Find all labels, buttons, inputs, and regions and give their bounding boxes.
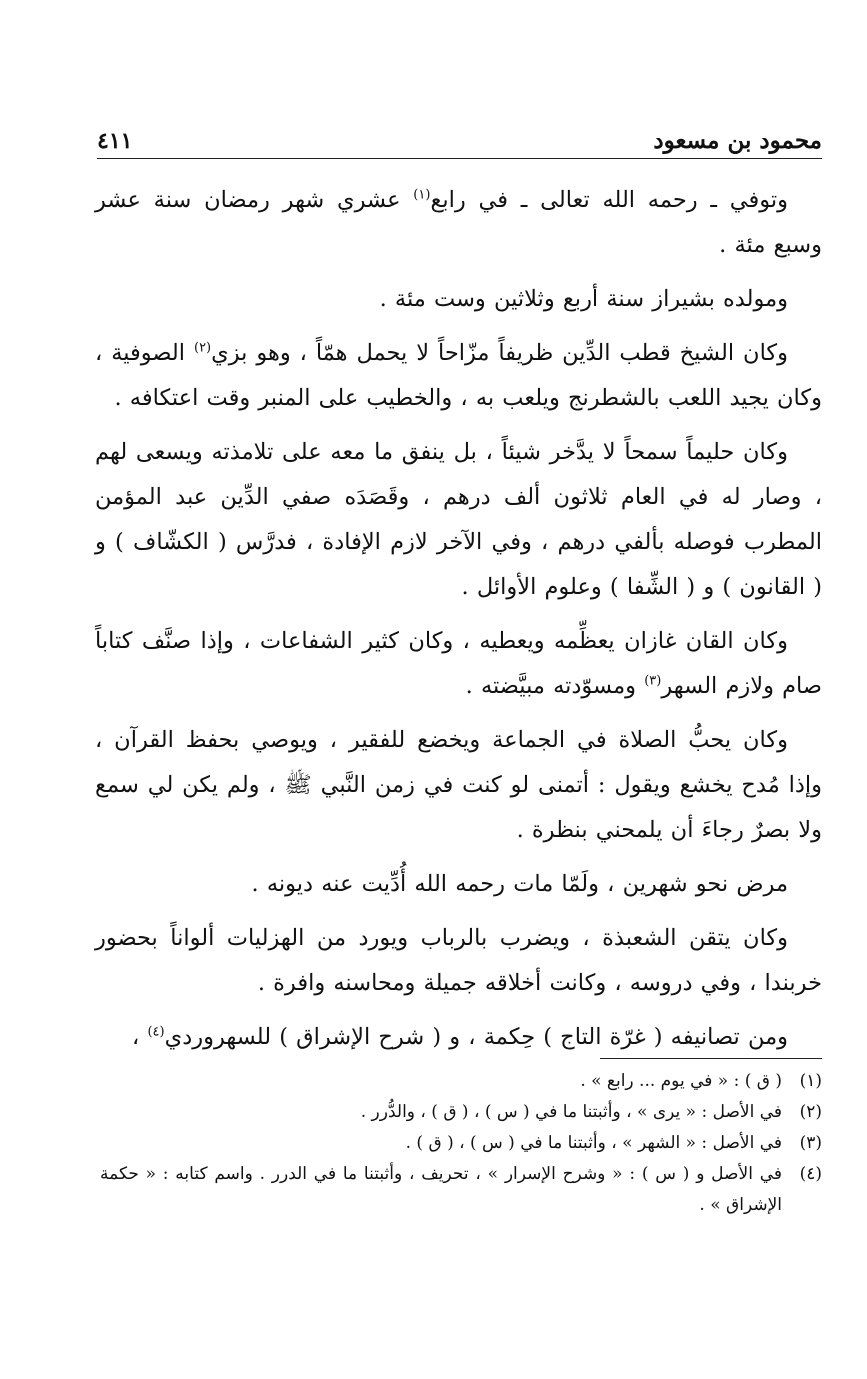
paragraph-generosity: وكان حليماً سمحاً لا يدَّخر شيئاً ، بل ينفق ما معه على تلامذته ويسعى لهم ، وصار له في العام ثلاثون ألف درهم ، وقَصَدَه صفي الدِّين عبد المؤمن المطرب فوصله بألفي درهم ، وفي الآخر لازم الإفادة ، فدرَّس ( الكشّاف ) و ( القانون ) و ( الشِّفا ) وعلوم الأوائل . — [95, 439, 822, 600]
paragraph-ghazan: وكان القان غازان يعظِّمه ويعطيه ، وكان كثير الشفاعات ، وإذا صنَّف كتاباً صام ولازم السهر$^{(٣)}$ ومسوّدته مبيَّضته . — [95, 628, 822, 699]
footnote-text: في الأصل : « الشهر » ، وأثبتنا ما في ( س ) ، ( ق ) . — [405, 1133, 782, 1153]
footnote-text: في الأصل : « يرى » ، وأثبتنا ما في ( س ) ، ( ق ) ، والدُّرر . — [360, 1102, 782, 1122]
paragraph-piety: وكان يحبُّ الصلاة في الجماعة ويخضع للفقير ، ويوصي بحفظ القرآن ، وإذا مُدح يخشع ويقول : أتمنى لو كنت في زمن النَّبي ﷺ ، ولم يكن لي سمع ولا بصرٌ رجاءَ أن يلمحني بنظرة . — [95, 727, 822, 843]
footnote — [100, 1097, 822, 1128]
footnote-divider — [600, 1058, 822, 1059]
footnote — [100, 1159, 822, 1221]
running-header — [97, 118, 822, 159]
main-text — [95, 178, 822, 1069]
footnote-text: ( ق ) : « في يوم ... رابع » . — [580, 1071, 782, 1091]
paragraph-character: وكان الشيخ قطب الدِّين ظريفاً مزّاحاً لا يحمل همّاً ، وهو بزي$^{(٢)}$ الصوفية ، وكان يجيد اللعب بالشطرنج ويلعب به ، والخطيب على المنبر وقت اعتكافه . — [95, 340, 822, 411]
footnote-number: (٤) — [799, 1164, 822, 1184]
footnote-marker: (١) — [413, 187, 431, 203]
footnote-marker: (٤) — [147, 1024, 165, 1040]
footnote-text: في الأصل و ( س ) : « وشرح الإسرار » ، تحريف ، وأثبتنا ما في الدرر . واسم كتابه : « حكمة الإشراق » . — [100, 1164, 782, 1215]
footnotes — [100, 1066, 822, 1221]
footnote-number: (١) — [799, 1071, 822, 1091]
footnote-marker: (٣) — [644, 673, 662, 689]
paragraph-illness: مرض نحو شهرين ، ولَمّا مات رحمه الله أُدِّيت عنه ديونه . — [251, 871, 788, 897]
footnote-number: (٢) — [799, 1102, 822, 1122]
paragraph-birth: ومولده بشيراز سنة أربع وثلاثين وست مئة . — [379, 286, 788, 312]
paragraph-works: ومن تصانيفه ( غرّة التاج ) حِكمة ، و ( شرح الإشراق ) للسهروردي$^{(٤)}$ ، — [132, 1024, 788, 1050]
footnote-marker: (٢) — [193, 340, 212, 356]
footnote — [100, 1066, 822, 1097]
footnote-number: (٣) — [799, 1133, 822, 1153]
paragraph-death: وتوفي ـ رحمه الله تعالى ـ في رابع$^{(١)}$ عشري شهر رمضان سنة عشر وسبع مئة . — [95, 187, 822, 258]
running-title: محمود بن مسعود — [653, 127, 822, 154]
footnote — [100, 1128, 822, 1159]
paragraph-skills: وكان يتقن الشعبذة ، ويضرب بالرباب ويورد من الهزليات ألواناً بحضور خربندا ، وفي دروسه ، وكانت أخلاقه جميلة ومحاسنه وافرة . — [95, 925, 822, 996]
page-number: ٤١١ — [97, 128, 133, 154]
